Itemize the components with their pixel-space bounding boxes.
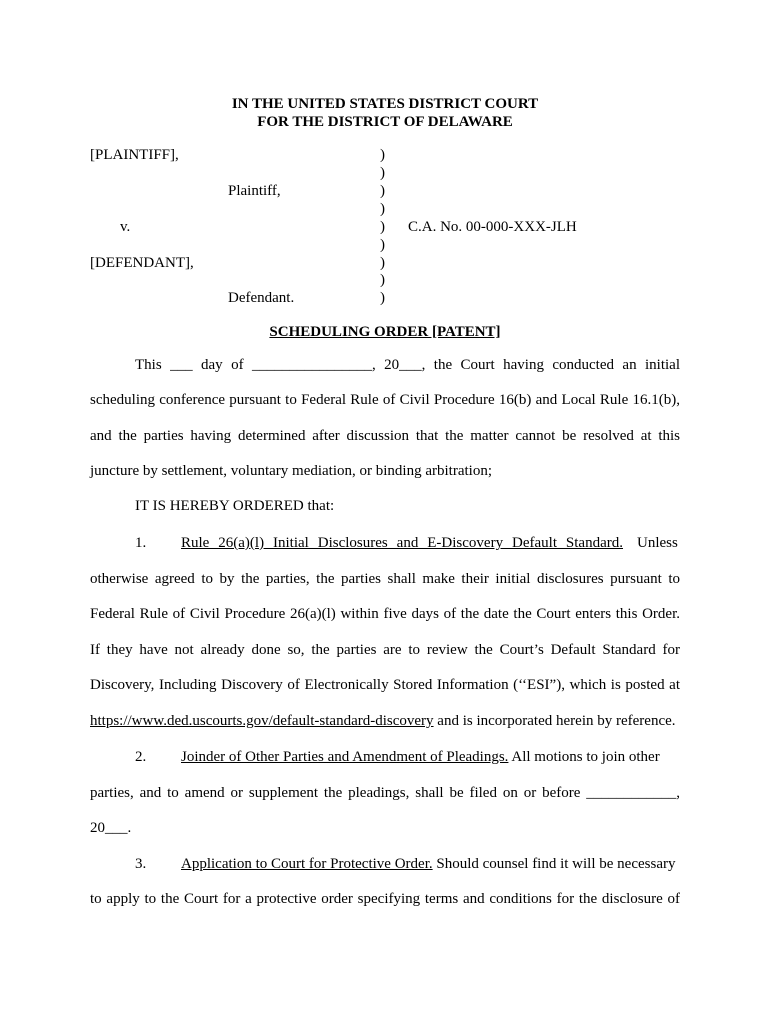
case-number: C.A. No. 00-000-XXX-JLH xyxy=(408,219,577,235)
section-text: Discovery, Including Discovery of Electronically Stored Information (‘‘ESI”), which is posted at xyxy=(90,677,680,693)
section-number: 2. xyxy=(135,749,147,765)
caption-paren: ) xyxy=(380,272,385,288)
section-text: All motions to join other xyxy=(508,749,660,765)
section-heading: Application to Court for Protective Order. xyxy=(181,856,433,872)
section-text-with-link xyxy=(90,712,680,730)
ordered-clause: IT IS HEREBY ORDERED that: xyxy=(135,498,335,514)
caption-paren: ) xyxy=(380,165,385,181)
caption-paren: ) xyxy=(380,147,385,163)
section-heading: Joinder of Other Parties and Amendment of Pleadings. xyxy=(181,749,509,765)
section-number: 3. xyxy=(135,856,147,872)
caption-paren: ) xyxy=(380,219,385,235)
section-heading: Rule 26(a)(l) Initial Disclosures and E-Discovery Default Standard. xyxy=(181,535,623,551)
intro-line: This ___ day of ________________, 20___, the Court having conducted an initial xyxy=(135,357,680,373)
default-standard-link[interactable]: https://www.ded.uscourts.gov/default-standard-discovery xyxy=(90,713,434,729)
caption-paren: ) xyxy=(380,290,385,306)
court-name-line1: IN THE UNITED STATES DISTRICT COURT xyxy=(231,96,539,112)
section-text: If they have not already done so, the parties are to review the Court’s Default Standard for xyxy=(90,642,680,658)
caption-paren: ) xyxy=(380,201,385,217)
section-first-line xyxy=(181,748,660,766)
caption-paren: ) xyxy=(380,255,385,271)
section-text: Should counsel find it will be necessary xyxy=(432,856,676,872)
plaintiff-name: [PLAINTIFF], xyxy=(90,147,179,163)
section-first-line xyxy=(181,855,675,873)
intro-line: and the parties having determined after discussion that the matter cannot be resolved at this xyxy=(90,428,680,444)
defendant-name: [DEFENDANT], xyxy=(90,255,194,271)
court-name-line2: FOR THE DISTRICT OF DELAWARE xyxy=(257,114,513,130)
section-text: and is incorporated herein by reference. xyxy=(433,713,676,729)
section-text: parties, and to amend or supplement the pleadings, shall be filed on or before ____________, xyxy=(90,785,680,801)
defendant-role: Defendant. xyxy=(228,290,295,306)
versus-label: v. xyxy=(120,219,131,235)
section-text: 20___. xyxy=(90,820,132,836)
plaintiff-role: Plaintiff, xyxy=(228,183,281,199)
section-text: Unless xyxy=(637,535,678,551)
section-number: 1. xyxy=(135,535,147,551)
document-title: SCHEDULING ORDER [PATENT] xyxy=(269,324,501,340)
section-text: otherwise agreed to by the parties, the parties shall make their initial disclosures pursuant to xyxy=(90,571,680,587)
section-text: to apply to the Court for a protective order specifying terms and conditions for the disclosure of xyxy=(90,891,680,907)
intro-line: scheduling conference pursuant to Federal Rule of Civil Procedure 16(b) and Local Rule 16.1(b), xyxy=(90,392,680,408)
caption-paren: ) xyxy=(380,183,385,199)
caption-paren: ) xyxy=(380,237,385,253)
section-text: Federal Rule of Civil Procedure 26(a)(l) within five days of the date the Court enters this Order. xyxy=(90,606,680,622)
intro-line: juncture by settlement, voluntary mediation, or binding arbitration; xyxy=(90,463,492,479)
